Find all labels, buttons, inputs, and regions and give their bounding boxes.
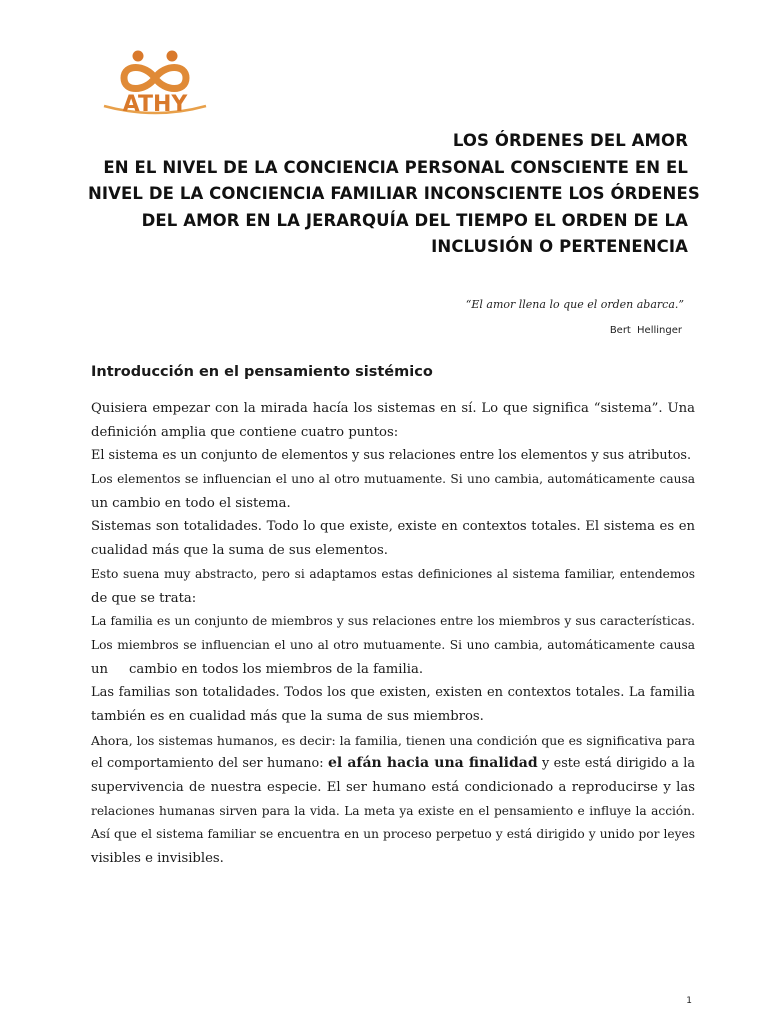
paragraph-line: definición amplia que contiene cuatro puntos: (91, 424, 399, 440)
paragraph-line: Esto suena muy abstracto, pero si adaptamos estas definiciones al sistema familiar, entendemos (91, 566, 695, 581)
title-line: DEL AMOR EN LA JERARQUÍA DEL TIEMPO EL ORDEN DE LA (141, 210, 688, 230)
title-line: NIVEL DE LA CONCIENCIA FAMILIAR INCONSCIENTE LOS ÓRDENES (88, 184, 700, 203)
section-heading: Introducción en el pensamiento sistémico (91, 364, 433, 380)
paragraph-line: Así que el sistema familiar se encuentra en un proceso perpetuo y está dirigido y unido por leyes (91, 827, 695, 842)
emphasis-text: el afán hacia una finalidad (327, 755, 538, 772)
paragraph-line (91, 752, 695, 776)
paragraph-line: un cambio en todos los miembros de la familia. (91, 661, 424, 677)
paragraph-line: visibles e invisibles. (91, 851, 224, 867)
paragraph-line: Los elementos se influencian el uno al otro mutuamente. Si uno cambia, automáticamente causa (91, 472, 695, 487)
title-line: EN EL NIVEL DE LA CONCIENCIA PERSONAL CONSCIENTE EN EL (103, 157, 688, 177)
epigraph-quote: “El amor llena lo que el orden abarca.” (465, 298, 684, 311)
title-line: LOS ÓRDENES DEL AMOR (452, 131, 688, 150)
line-segment: el comportamiento del ser humano: (91, 756, 328, 772)
paragraph-line: Las familias son totalidades. Todos los que existen, existen en contextos totales. La familia (91, 685, 695, 701)
paragraph-line: Sistemas son totalidades. Todo lo que existe, existe en contextos totales. El sistema es en (91, 519, 695, 535)
paragraph-line: Ahora, los sistemas humanos, es decir: la familia, tienen una condición que es significativa para (91, 732, 695, 748)
paragraph-line: supervivencia de nuestra especie. El ser humano está condicionado a reproducirse y las (91, 780, 695, 795)
paragraph-line: El sistema es un conjunto de elementos y sus relaciones entre los elementos y sus atributos. (91, 448, 692, 464)
two-figures-infinity-logo-icon (100, 48, 210, 116)
logo-text: ATHY (122, 92, 188, 116)
paragraph-line: también es en cualidad más que la suma de sus miembros. (91, 708, 484, 724)
document-title (88, 128, 700, 261)
paragraph-line: un cambio en todo el sistema. (91, 495, 291, 511)
paragraph-line: Los miembros se influencian el uno al otro mutuamente. Si uno cambia, automáticamente causa (91, 637, 695, 652)
athy-logo (100, 48, 210, 116)
paragraph-line: relaciones humanas sirven para la vida. La meta ya existe en el pensamiento e influye la acción. (91, 803, 695, 818)
page-number: 1 (686, 996, 692, 1006)
paragraph-line: Quisiera empezar con la mirada hacía los sistemas en sí. Lo que significa “sistema”. Una (91, 401, 695, 416)
paragraph-line: de que se trata: (91, 590, 197, 606)
paragraph-line: La familia es un conjunto de miembros y sus relaciones entre los miembros y sus características. (91, 614, 695, 629)
title-line: INCLUSIÓN O PERTENENCIA (431, 237, 688, 256)
body-text (91, 397, 695, 871)
epigraph-author: Bert Hellinger (609, 325, 682, 336)
line-segment: y este está dirigido a la (537, 756, 696, 772)
paragraph-line: cualidad más que la suma de sus elementos. (91, 543, 388, 559)
